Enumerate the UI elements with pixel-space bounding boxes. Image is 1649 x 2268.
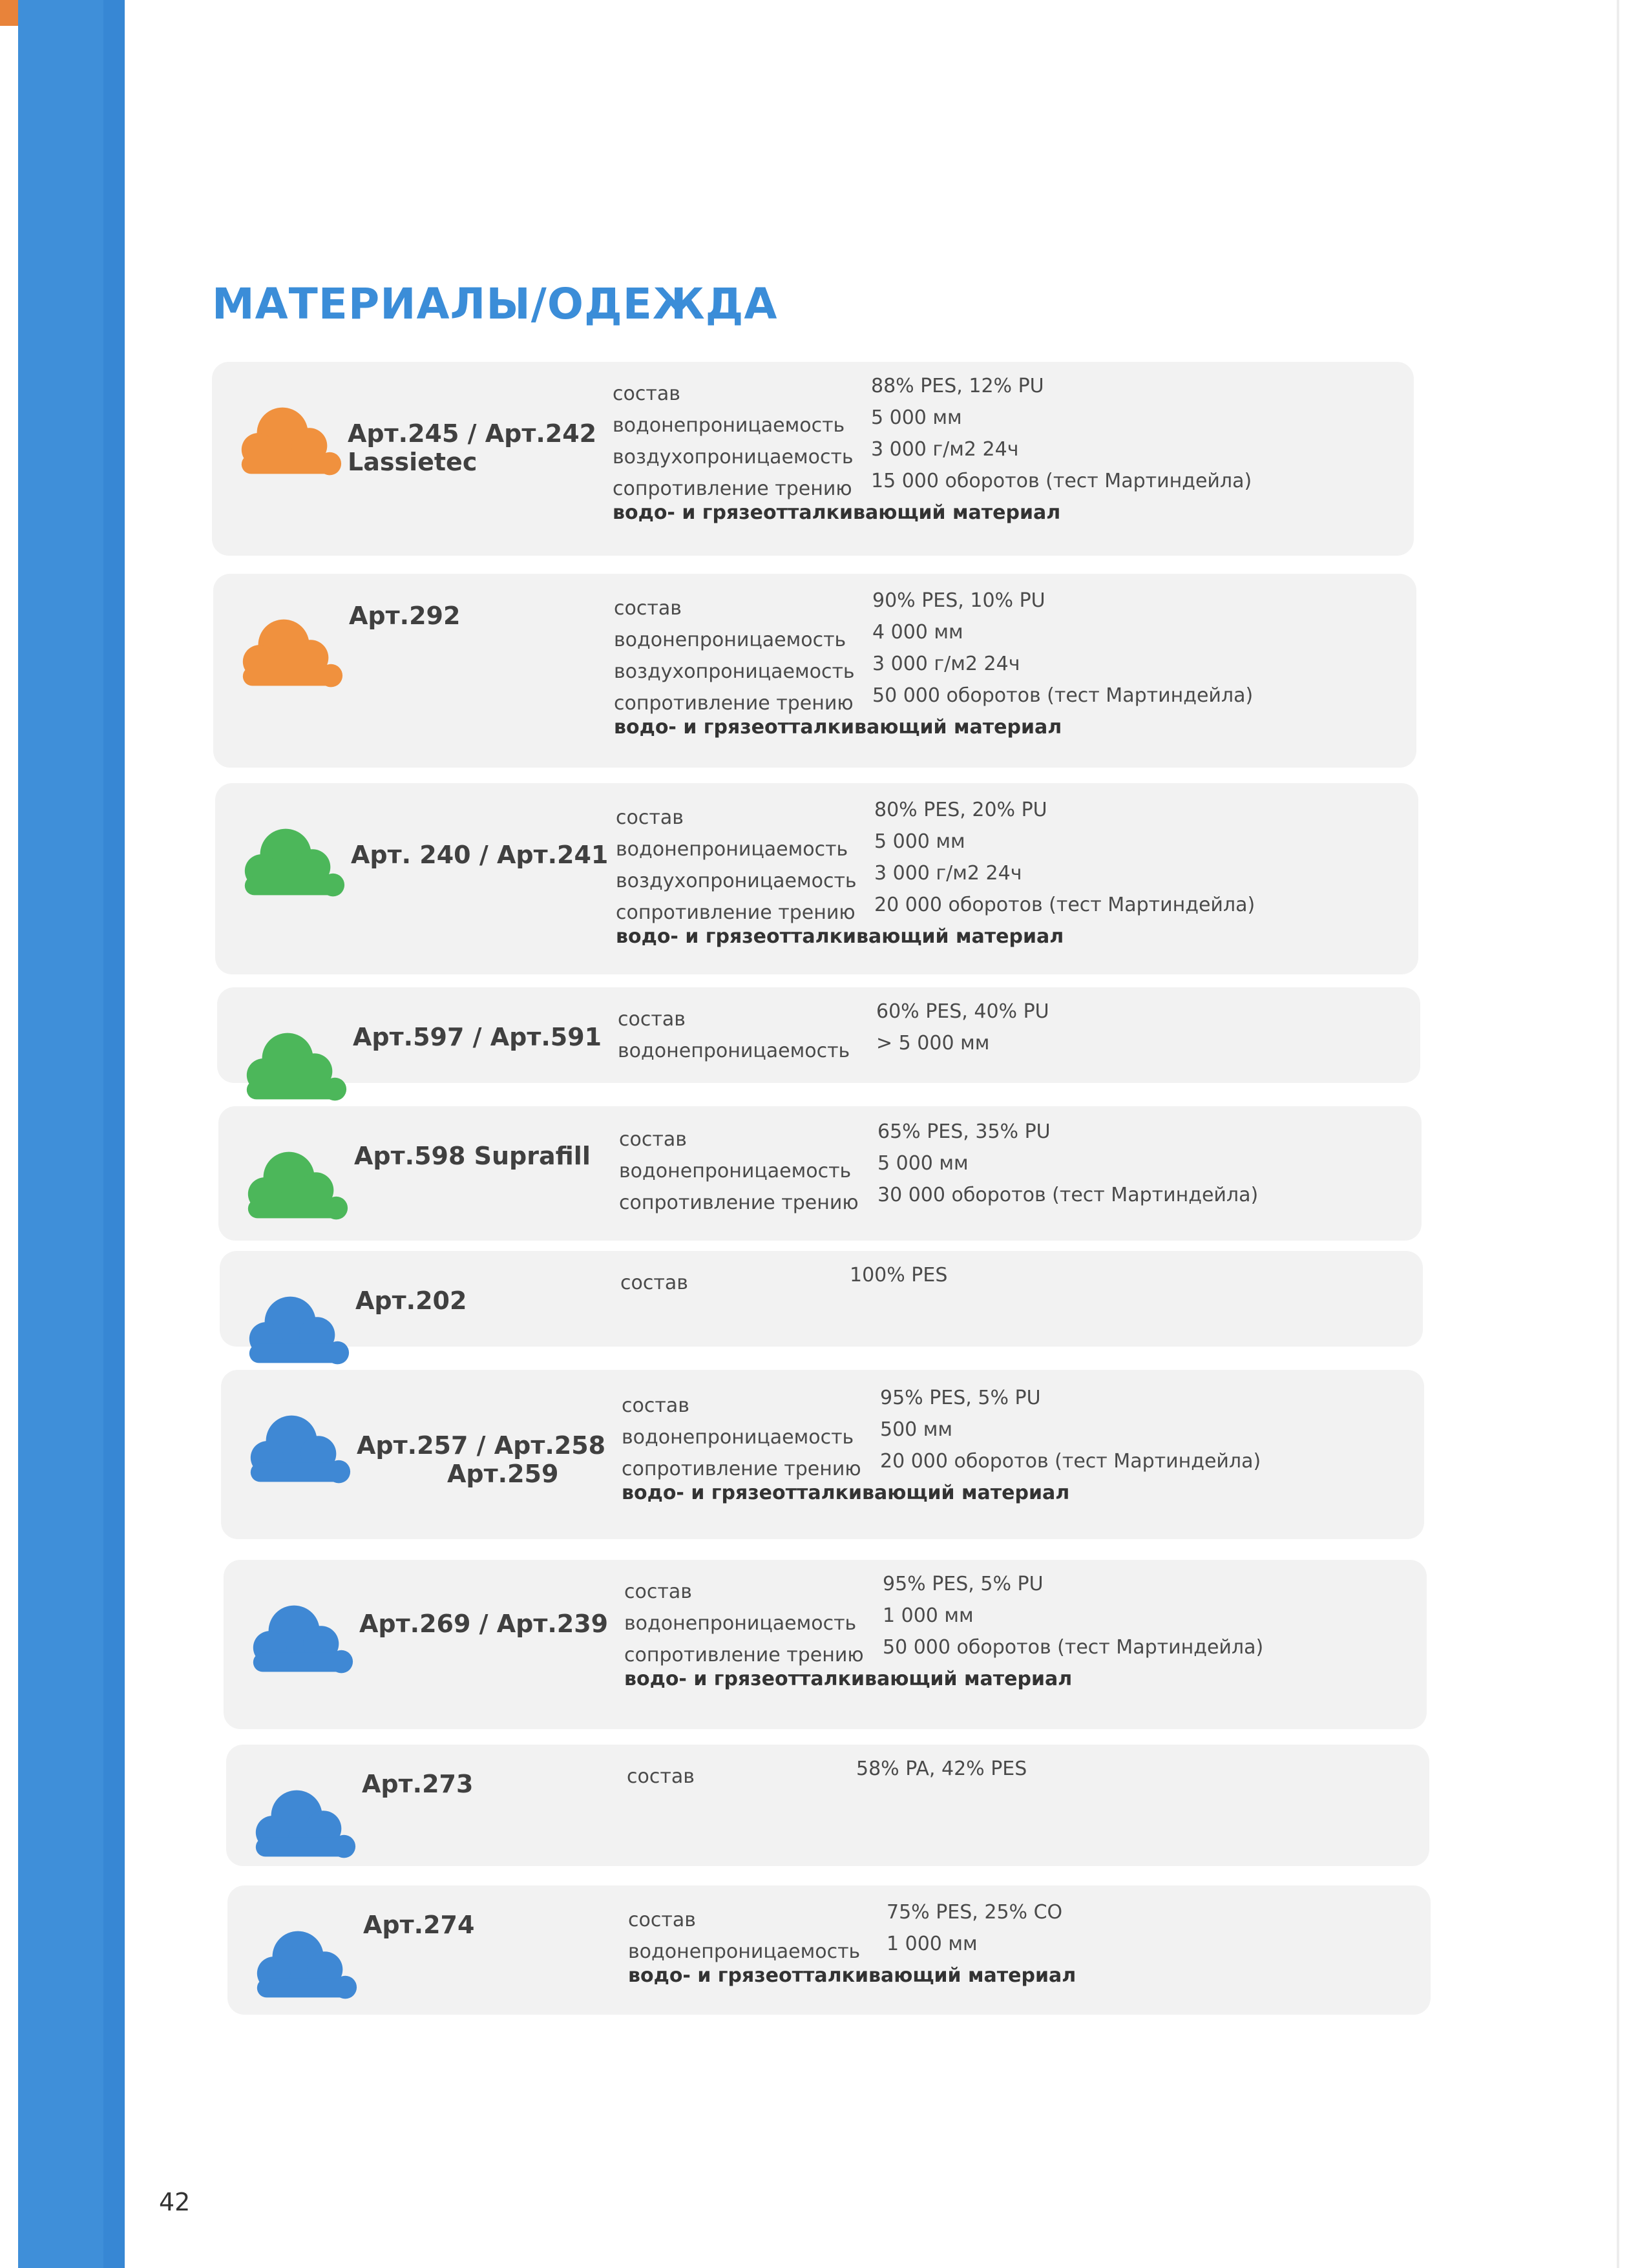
spec-label: состав: [628, 1909, 696, 1931]
article-name-line1: Арт.202: [355, 1286, 467, 1315]
spec-value: 15 000 оборотов (тест Мартиндейла): [871, 470, 1252, 492]
spec-label: водонепроницаемость: [618, 1040, 850, 1062]
spec-value: 65% PES, 35% PU: [877, 1120, 1051, 1143]
material-card: [224, 1560, 1427, 1729]
spec-label: водонепроницаемость: [624, 1612, 857, 1635]
spec-value: 50 000 оборотов (тест Мартиндейла): [883, 1636, 1264, 1659]
article-name-line1: Арт.274: [363, 1911, 475, 1939]
spec-list: [613, 375, 1252, 524]
article-name-line1: Арт.598 Suprafill: [354, 1142, 591, 1170]
material-note: водо- и грязеотталкивающий материал: [624, 1668, 1073, 1690]
material-card: [213, 574, 1416, 768]
article-name: [362, 1770, 473, 1799]
spec-label: состав: [627, 1765, 695, 1788]
spec-row: [613, 375, 1060, 406]
spec-value: 4 000 мм: [872, 621, 963, 644]
spec-value: 90% PES, 10% PU: [872, 589, 1045, 612]
page-number: 42: [159, 2188, 191, 2216]
article-name-line1: Арт.273: [362, 1770, 474, 1798]
spec-row: [616, 799, 1064, 830]
spec-label: состав: [619, 1128, 687, 1151]
cloud-icon: [246, 1782, 361, 1866]
spec-row: [614, 589, 1062, 621]
spec-value: 3 000 г/м2 24ч: [872, 653, 1020, 675]
article-name-line1: Арт.597 / Арт.591: [353, 1023, 602, 1051]
material-card: [227, 1885, 1431, 2015]
cloud-icon: [235, 821, 350, 905]
page-right-edge: [1617, 0, 1619, 2268]
article-name: [348, 420, 596, 476]
material-note: водо- и грязеотталкивающий материал: [628, 1964, 1077, 1987]
article-name: [353, 1024, 602, 1052]
article-name: [357, 1432, 605, 1488]
spec-row: [614, 653, 1062, 684]
spec-row: [613, 438, 1060, 470]
spec-value: 5 000 мм: [871, 406, 962, 429]
spec-label: сопротивление трению: [622, 1458, 861, 1480]
spec-value: > 5 000 мм: [876, 1032, 990, 1055]
material-note: водо- и грязеотталкивающий материал: [613, 501, 1061, 524]
spec-value: 500 мм: [880, 1418, 953, 1441]
spec-label: состав: [616, 806, 684, 829]
spec-row: [614, 621, 1062, 653]
spec-value: 1 000 мм: [887, 1933, 978, 1955]
article-name-line1: Арт.245 / Арт.242: [348, 419, 597, 448]
cloud-icon: [240, 1407, 355, 1491]
article-name-line2: Арт.259: [447, 1459, 559, 1488]
spec-list: [624, 1573, 1264, 1690]
spec-row: [628, 1901, 1076, 1933]
spec-row: [628, 1933, 1076, 1964]
spec-row: [613, 406, 1060, 438]
article-name: [349, 602, 460, 631]
material-note: водо- и грязеотталкивающий материал: [616, 925, 1064, 948]
material-card: [217, 987, 1420, 1083]
spec-value: 95% PES, 5% PU: [883, 1573, 1044, 1595]
article-name: [359, 1610, 608, 1639]
spec-value: 60% PES, 40% PU: [876, 1000, 1049, 1023]
spec-row: [622, 1387, 1069, 1418]
spec-row: [616, 894, 1255, 925]
spec-label: сопротивление трению: [613, 478, 852, 500]
spec-row: [616, 830, 1064, 862]
cloud-icon: [243, 1597, 358, 1681]
article-name-line2: Lassietec: [348, 447, 478, 476]
material-note: водо- и грязеотталкивающий материал: [614, 716, 1062, 739]
spec-label: воздухопроницаемость: [613, 446, 854, 468]
spec-label: состав: [614, 597, 682, 620]
cloud-icon: [238, 1144, 353, 1228]
material-card: [226, 1745, 1429, 1866]
spec-value: 20 000 оборотов (тест Мартиндейла): [874, 894, 1255, 916]
cloud-icon: [247, 1923, 362, 2007]
article-name-line1: Арт. 240 / Арт.241: [351, 841, 609, 869]
spec-value: 3 000 г/м2 24ч: [874, 862, 1022, 885]
cloud-icon: [233, 611, 348, 695]
spec-value: 5 000 мм: [874, 830, 965, 853]
spec-label: сопротивление трению: [624, 1644, 864, 1666]
spec-label: сопротивление трению: [616, 901, 856, 924]
page-title: МАТЕРИАЛЫ/ОДЕЖДА: [212, 279, 778, 329]
spec-row: [622, 1450, 1261, 1482]
spec-label: водонепроницаемость: [614, 629, 846, 651]
spec-label: воздухопроницаемость: [614, 660, 855, 683]
spec-label: воздухопроницаемость: [616, 870, 857, 892]
spec-label: водонепроницаемость: [619, 1160, 852, 1182]
spec-label: водонепроницаемость: [628, 1940, 861, 1963]
spec-row: [613, 470, 1252, 501]
spec-value: 5 000 мм: [877, 1152, 969, 1175]
material-card: [218, 1106, 1422, 1241]
article-name-line1: Арт.257 / Арт.258: [357, 1431, 606, 1460]
spec-label: состав: [613, 383, 680, 405]
cloud-icon: [236, 1025, 352, 1109]
spec-label: сопротивление трению: [614, 692, 854, 715]
spec-row: [614, 684, 1254, 716]
spec-value: 80% PES, 20% PU: [874, 799, 1047, 821]
spec-label: состав: [620, 1272, 688, 1294]
spec-list: [614, 589, 1254, 739]
spec-row: [624, 1636, 1264, 1668]
material-card: [212, 362, 1414, 556]
spec-value: 88% PES, 12% PU: [871, 375, 1044, 397]
cloud-icon: [231, 399, 346, 483]
material-card: [215, 783, 1418, 974]
spec-label: состав: [618, 1008, 686, 1031]
spec-value: 75% PES, 25% CO: [887, 1901, 1063, 1924]
spec-label: сопротивление трению: [619, 1192, 859, 1214]
spec-label: состав: [622, 1394, 689, 1417]
spec-row: [624, 1604, 1072, 1636]
material-card: [220, 1251, 1423, 1347]
spec-label: состав: [624, 1580, 692, 1603]
spec-row: [616, 862, 1064, 894]
spec-value: 95% PES, 5% PU: [880, 1387, 1041, 1409]
side-color-bar-edge: [103, 0, 125, 2268]
spec-label: водонепроницаемость: [613, 414, 845, 437]
spec-value: 50 000 оборотов (тест Мартиндейла): [872, 684, 1254, 707]
article-name: [363, 1911, 474, 1940]
spec-label: водонепроницаемость: [616, 838, 848, 861]
spec-value: 1 000 мм: [883, 1604, 974, 1627]
spec-list: [628, 1901, 1076, 1987]
spec-label: водонепроницаемость: [622, 1426, 854, 1449]
article-name: [351, 841, 608, 870]
spec-value: 58% PA, 42% PES: [856, 1758, 1027, 1780]
article-name: [355, 1287, 467, 1316]
material-note: водо- и грязеотталкивающий материал: [622, 1482, 1070, 1504]
material-card: [221, 1370, 1424, 1539]
cloud-icon: [239, 1288, 354, 1372]
spec-value: 3 000 г/м2 24ч: [871, 438, 1019, 461]
spec-list: [622, 1387, 1261, 1504]
article-name-line1: Арт.292: [349, 602, 461, 630]
article-name: [354, 1142, 591, 1171]
spec-list: [616, 799, 1255, 948]
spec-row: [622, 1418, 1069, 1450]
spec-value: 20 000 оборотов (тест Мартиндейла): [880, 1450, 1261, 1473]
spec-value: 30 000 оборотов (тест Мартиндейла): [877, 1184, 1259, 1206]
article-name-line1: Арт.269 / Арт.239: [359, 1610, 609, 1638]
spec-value: 100% PES: [850, 1264, 948, 1286]
spec-row: [624, 1573, 1072, 1604]
